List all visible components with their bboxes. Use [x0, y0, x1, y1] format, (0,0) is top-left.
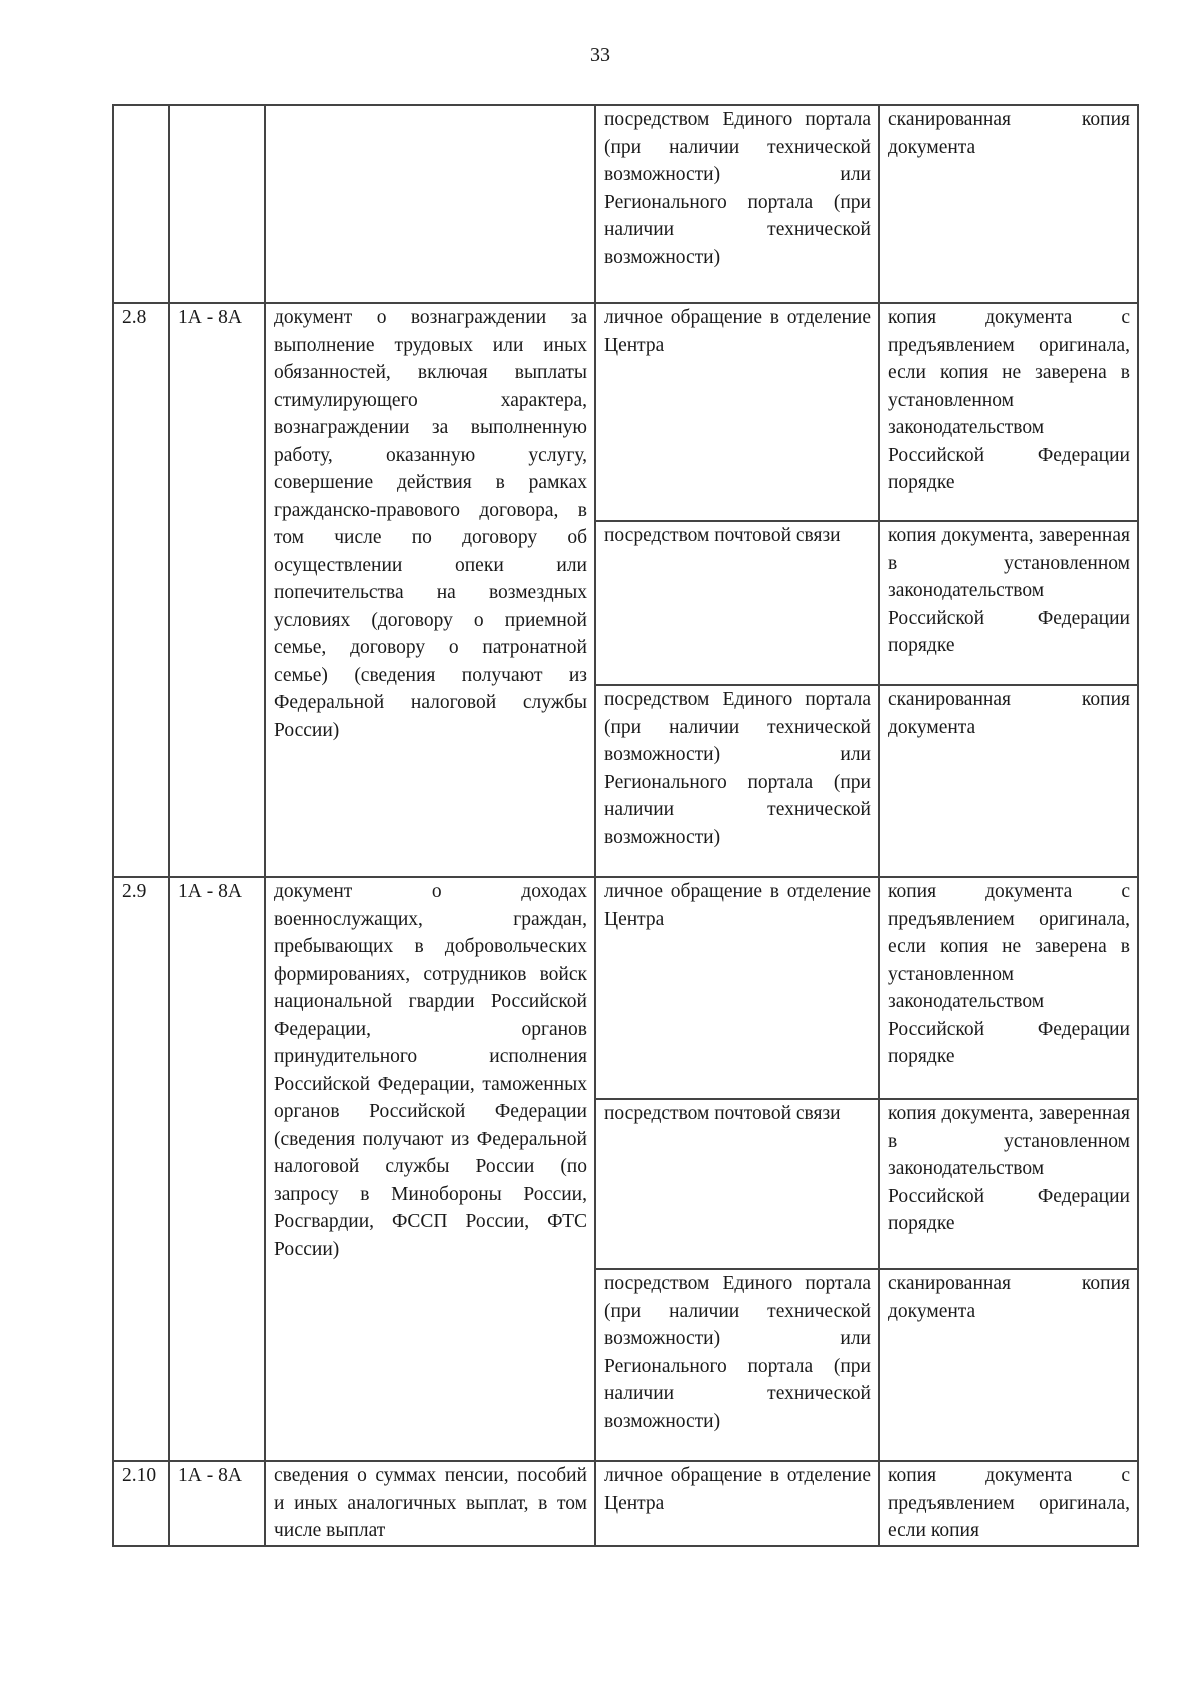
document-form: копия документа с предъявлением оригинала, если копия не заверена в установленном законодательством Российской Федерации порядке	[879, 303, 1138, 521]
row-number: 2.8	[113, 303, 169, 877]
document-form: сканированная копия документа	[879, 1269, 1138, 1461]
document-form: копия документа с предъявлением оригинала, если копия не заверена в установленном законодательством Российской Федерации порядке	[879, 877, 1138, 1099]
table-row	[113, 877, 1138, 1099]
document-description	[265, 105, 595, 303]
submission-method: личное обращение в отделение Центра	[595, 877, 879, 1099]
row-number: 2.10	[113, 1461, 169, 1546]
row-number: 2.9	[113, 877, 169, 1461]
document-description: документ о доходах военнослужащих, граждан, пребывающих в добровольческих формированиях, сотрудников войск национальной гвардии Российской Федерации, органов принудительного исполнения Российской Федерации, таможенных органов Российской Федерации (сведения получают из Федеральной налоговой службы России (по запросу в Минобороны России, Росгвардии, ФССП России, ФТС России)	[265, 877, 595, 1461]
document-table	[112, 104, 1139, 1547]
document-form: копия документа, заверенная в установленном законодательством Российской Федерации порядке	[879, 1099, 1138, 1269]
submission-method: посредством Единого портала (при наличии технической возможности) или Регионального портала (при наличии технической возможности)	[595, 1269, 879, 1461]
document-description: сведения о суммах пенсии, пособий и иных аналогичных выплат, в том числе выплат	[265, 1461, 595, 1546]
submission-method: посредством Единого портала (при наличии технической возможности) или Регионального портала (при наличии технической возможности)	[595, 685, 879, 877]
page-number: 33	[590, 44, 610, 66]
category-code: 1А - 8А	[169, 877, 265, 1461]
document-description: документ о вознаграждении за выполнение трудовых или иных обязанностей, включая выплаты стимулирующего характера, вознаграждении за выполненную работу, оказанную услугу, совершение действия в рамках гражданско-правового договора, в том числе по договору об осуществлении опеки или попечительства на возмездных условиях (договору о приемной семье, договору о патронатной семье) (сведения получают из Федеральной налоговой службы России)	[265, 303, 595, 877]
submission-method: личное обращение в отделение Центра	[595, 303, 879, 521]
submission-method: посредством Единого портала (при наличии технической возможности) или Регионального портала (при наличии технической возможности)	[595, 105, 879, 303]
category-code	[169, 105, 265, 303]
document-form: сканированная копия документа	[879, 685, 1138, 877]
category-code: 1А - 8А	[169, 1461, 265, 1546]
document-form: копия документа с предъявлением оригинала, если копия	[879, 1461, 1138, 1546]
document-form: копия документа, заверенная в установленном законодательством Российской Федерации порядке	[879, 521, 1138, 685]
table-row	[113, 105, 1138, 303]
submission-method: личное обращение в отделение Центра	[595, 1461, 879, 1546]
submission-method: посредством почтовой связи	[595, 1099, 879, 1269]
submission-method: посредством почтовой связи	[595, 521, 879, 685]
row-number	[113, 105, 169, 303]
document-form: сканированная копия документа	[879, 105, 1138, 303]
category-code: 1А - 8А	[169, 303, 265, 877]
table-row	[113, 303, 1138, 521]
table-row	[113, 1461, 1138, 1546]
